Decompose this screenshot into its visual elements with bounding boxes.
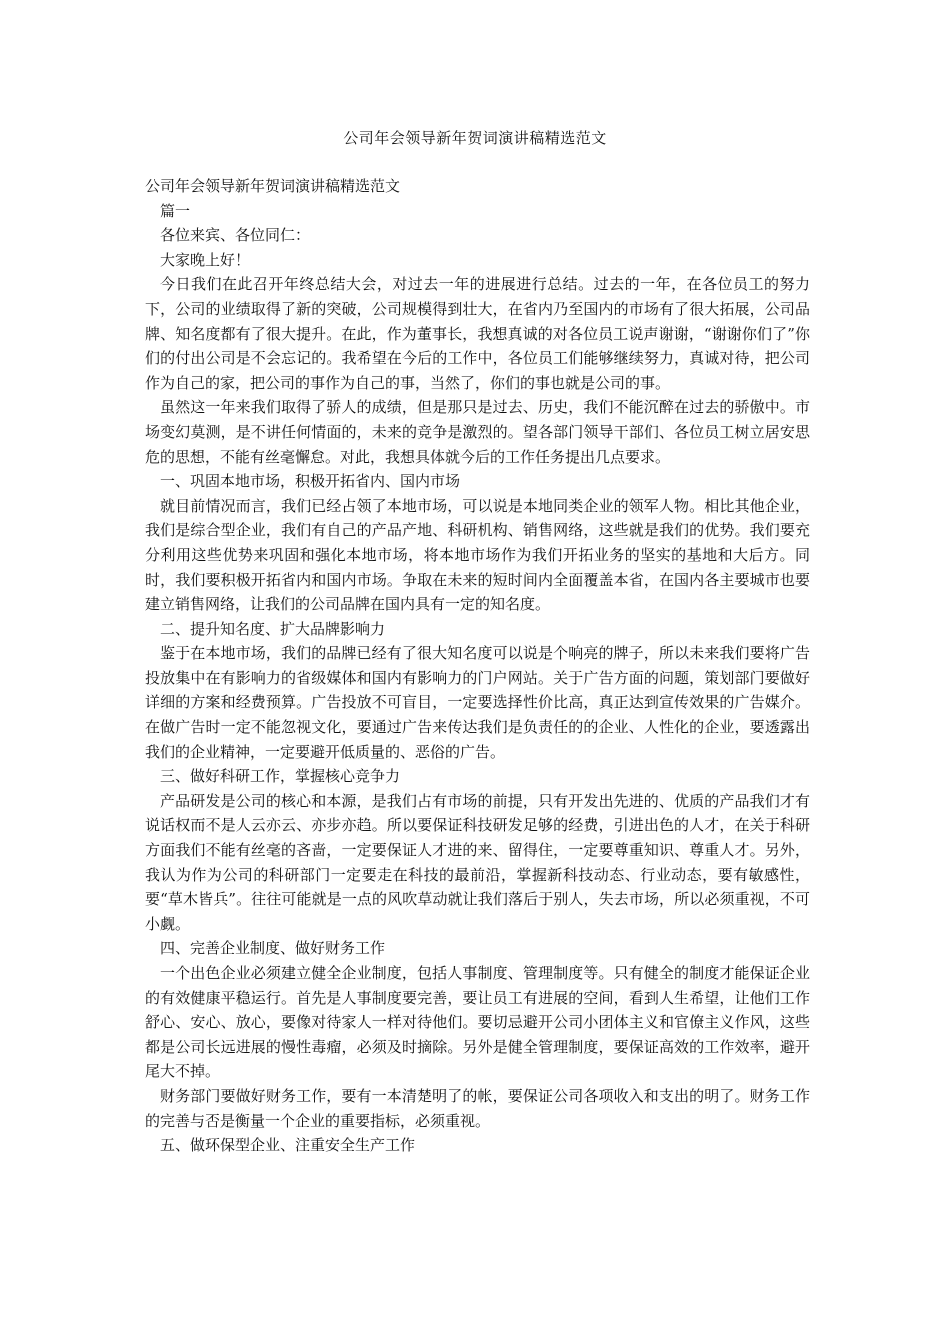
salutation: 大家晚上好！	[160, 250, 251, 269]
greeting: 各位来宾、各位同仁：	[160, 226, 311, 245]
paragraph-3: 就目前情况而言，我们已经占领了本地市场，可以说是本地同类企业的领军人物。相比其他企业，我们是综合型企业，我们有自己的产品产地、科研机构、销售网络，这些就是我们的优势。我们要充分利用这些优势来巩固和强化本地市场，将本地市场作为我们开拓业务的坚实的基地和大后方。同时，我们要积极开拓省内和国内市场。争取在未来的短时间内全面覆盖本省，在国内各主要城市也要建立销售网络，让我们的公司品牌在国内具有一定的知名度。	[145, 496, 810, 614]
paragraph-6: 一个出色企业必须建立健全企业制度，包括人事制度、管理制度等。只有健全的制度才能保证企业的有效健康平稳运行。首先是人事制度要完善，要让员工有进展的空间，看到人生希望，让他们工作舒心、安心、放心，要像对待家人一样对待他们。要切忌避开公司小团体主义和官僚主义作风，这些都是公司长远进展的慢性毒瘤，必须及时摘除。另外是健全管理制度，要保证高效的工作效率，避开尾大不掉。	[145, 964, 810, 1081]
paragraph-1: 今日我们在此召开年终总结大会，对过去一年的进展进行总结。过去的一年，在各位员工的努力下，公司的业绩取得了新的突破，公司规模得到壮大，在省内乃至国内的市场有了很大拓展，公司品牌、知名度都有了很大提升。在此，作为董事长，我想真诚的对各位员工说声谢谢，“谢谢你们了”你们的付出公司是不会忘记的。我希望在今后的工作中，各位员工们能够继续努力，真诚对待，把公司作为自己的家，把公司的事作为自己的事，当然了，你们的事也就是公司的事。	[145, 275, 810, 392]
paragraph-7: 财务部门要做好财务工作，要有一本清楚明了的帐，要保证公司各项收入和支出的明了。财务工作的完善与否是衡量一个企业的重要指标，必须重视。	[145, 1086, 810, 1130]
document-title: 公司年会领导新年贺词演讲稿精选范文	[343, 129, 607, 147]
document-body	[145, 174, 810, 1158]
paragraph-4: 鉴于在本地市场，我们的品牌已经有了很大知名度可以说是个响亮的牌子，所以未来我们要将广告投放集中在有影响力的省级媒体和国内有影响力的门户网站。关于广告方面的问题，策划部门要做好详细的方案和经费预算。广告投放不可盲目，一定要选择性价比高，真正达到宣传效果的广告媒介。在做广告时一定不能忽视文化，要通过广告来传达我们是负责任的的企业、人性化的企业，要透露出我们的企业精神，一定要避开低质量的、恶俗的广告。	[145, 644, 810, 761]
section-label: 篇一	[160, 201, 191, 220]
section-heading-2: 二、提升知名度、扩大品牌影响力	[160, 619, 386, 638]
section-heading-3: 三、做好科研工作，掌握核心竞争力	[160, 767, 401, 786]
paragraph-5: 产品研发是公司的核心和本源，是我们占有市场的前提，只有开发出先进的、优质的产品我们才有说话权而不是人云亦云、亦步亦趋。所以要保证科技研发足够的经费，引进出色的人才，在关于科研方面我们不能有丝毫的吝啬，一定要保证人才进的来、留得住，一定要尊重知识、尊重人才。另外，我认为作为公司的科研部门一定要走在科技的最前沿，掌握新科技动态、行业动态，要有敏感性，要“草木皆兵”。往往可能就是一点的风吹草动就让我们落后于别人，失去市场，所以必须重视，不可小觑。	[145, 791, 810, 933]
section-heading-1: 一、巩固本地市场，积极开拓省内、国内市场	[160, 472, 461, 491]
document-subtitle: 公司年会领导新年贺词演讲稿精选范文	[145, 177, 401, 195]
section-heading-4: 四、完善企业制度、做好财务工作	[160, 939, 386, 958]
paragraph-2: 虽然这一年来我们取得了骄人的成绩，但是那只是过去、历史，我们不能沉醉在过去的骄傲中。市场变幻莫测，是不讲任何情面的，未来的竞争是激烈的。望各部门领导干部们、各位员工树立居安思危的思想，不能有丝毫懈怠。对此，我想具体就今后的工作任务提出几点要求。	[145, 398, 810, 466]
section-heading-5: 五、做环保型企业、注重安全生产工作	[160, 1136, 416, 1155]
